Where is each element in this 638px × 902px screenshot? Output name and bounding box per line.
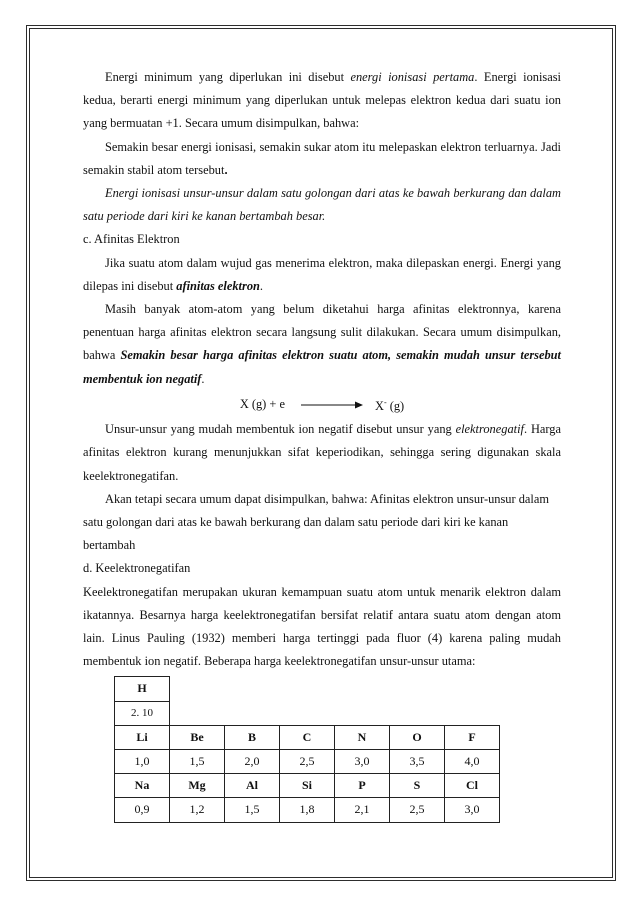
equation-product [375, 391, 404, 418]
table-row [115, 750, 500, 774]
table-cell: 4,0 [445, 750, 500, 774]
text-run: (g) [386, 398, 405, 413]
table-cell: O [390, 725, 445, 749]
term-first-ionization-energy: energi ionisasi pertama [350, 70, 475, 84]
table-row [115, 725, 500, 749]
table-cell: Li [115, 725, 170, 749]
table-cell: Na [115, 774, 170, 798]
table-cell: 1,5 [170, 750, 225, 774]
table-cell: 1,8 [280, 798, 335, 822]
heading-electronegativity: d. Keelektronegatifan [83, 561, 191, 576]
table-cell: 1,0 [115, 750, 170, 774]
table-cell: Al [225, 774, 280, 798]
table-cell: F [445, 725, 500, 749]
table-cell: 3,0 [335, 750, 390, 774]
text-run: Unsur-unsur yang mudah membentuk ion negatif disebut unsur yang [105, 422, 456, 437]
paragraph-electron-affinity-conclusion [83, 298, 561, 391]
table-cell: Si [280, 774, 335, 798]
electron-affinity-rule: Semakin besar harga afinitas elektron suatu atom, semakin mudah unsur tersebut membentuk ion negatif [83, 348, 561, 386]
table-row [115, 677, 500, 701]
paragraph-electron-affinity-definition [83, 252, 561, 298]
table-cell: Be [170, 725, 225, 749]
term-electron-affinity: afinitas elektron [176, 278, 260, 293]
table-cell: 1,2 [170, 798, 225, 822]
table-cell: 3,0 [445, 798, 500, 822]
table-cell: 0,9 [115, 798, 170, 822]
term-electronegative: elektronegatif [455, 422, 524, 437]
table-cell: Mg [170, 774, 225, 798]
table-cell: 2,5 [280, 750, 335, 774]
paragraph-ionization-stability [83, 136, 561, 182]
table-cell: S [390, 774, 445, 798]
paragraph-ionization-first [83, 66, 561, 136]
table-cell: 2. 10 [115, 701, 170, 725]
paragraph-electronegative [83, 418, 561, 488]
equation [83, 391, 561, 418]
table-cell: Cl [445, 774, 500, 798]
text-run: . Harga afinitas elektron kurang menunjukkan sifat keperiodikan, sehingga sering digunakan skala keelektronegatifan. [83, 422, 561, 483]
table-cell: H [115, 677, 170, 701]
heading-electron-affinity: c. Afinitas Elektron [83, 232, 180, 247]
equation-reactants: X (g) + e [239, 396, 285, 411]
table-cell: 2,0 [225, 750, 280, 774]
table-cell: 2,1 [335, 798, 390, 822]
right-arrow-icon [301, 400, 363, 410]
table-row [115, 798, 500, 822]
table-row [115, 701, 500, 725]
ionization-trend-text: Energi ionisasi unsur-unsur dalam satu golongan dari atas ke bawah berkurang dan dalam satu periode dari kiri ke kanan bertambah besar. [83, 186, 561, 224]
text-run: . [259, 278, 264, 293]
table-cell: N [335, 725, 390, 749]
text-run: Masih banyak atom-atom yang belum diketahui harga afinitas elektronnya, karena penentuan harga afinitas elektron secara langsung sulit dilakukan. Secara umum disimpulkan, bahwa [83, 302, 561, 363]
text-run: - [383, 397, 387, 407]
paragraph-affinity-trend: Akan tetapi secara umum dapat disimpulkan, bahwa: Afinitas elektron unsur-unsur dalam satu golongan dari atas ke bawah berkurang dan dalam satu periode dari kiri ke kanan bertambah [83, 491, 549, 553]
table-cell: 2,5 [390, 798, 445, 822]
text-run: . Energi ionisasi kedua, berarti energi minimum yang diperlukan untuk melepas elektron kedua dari suatu ion yang bermuatan +1. Secara umum disimpulkan, bahwa: [83, 70, 561, 131]
text-run: Semakin besar energi ionisasi, semakin sukar atom itu melepaskan elektron terluarnya. Jadi semakin stabil atom tersebut [83, 139, 561, 177]
paragraph-ionization-trend [83, 182, 561, 228]
table-row [115, 774, 500, 798]
table-cell: P [335, 774, 390, 798]
text-run: Energi minimum yang diperlukan ini disebut [105, 70, 351, 84]
document-body [83, 66, 561, 823]
text-run: X [375, 398, 384, 413]
paragraph-electronegativity-definition: Keelektronegatifan merupakan ukuran kemampuan suatu atom untuk menarik elektron dalam ikatannya. Besarnya harga keelektronegatifan bersifat relatif antara suatu atom dengan atom lain. Linus Pauling (1932) memberi harga tertinggi pada fluor (4) karena paling mudah membentuk ion negatif. Beberapa harga keelektronegatifan unsur-unsur utama: [83, 584, 561, 669]
table-cell: B [225, 725, 280, 749]
text-run: . [201, 371, 205, 386]
text-run: . [224, 162, 228, 177]
table-cell: 3,5 [390, 750, 445, 774]
table-cell: C [280, 725, 335, 749]
electronegativity-table [114, 676, 500, 822]
text-run: Jika suatu atom dalam wujud gas menerima elektron, maka dilepaskan energi. Energi yang dilepas ini disebut [83, 255, 561, 293]
table-cell: 1,5 [225, 798, 280, 822]
